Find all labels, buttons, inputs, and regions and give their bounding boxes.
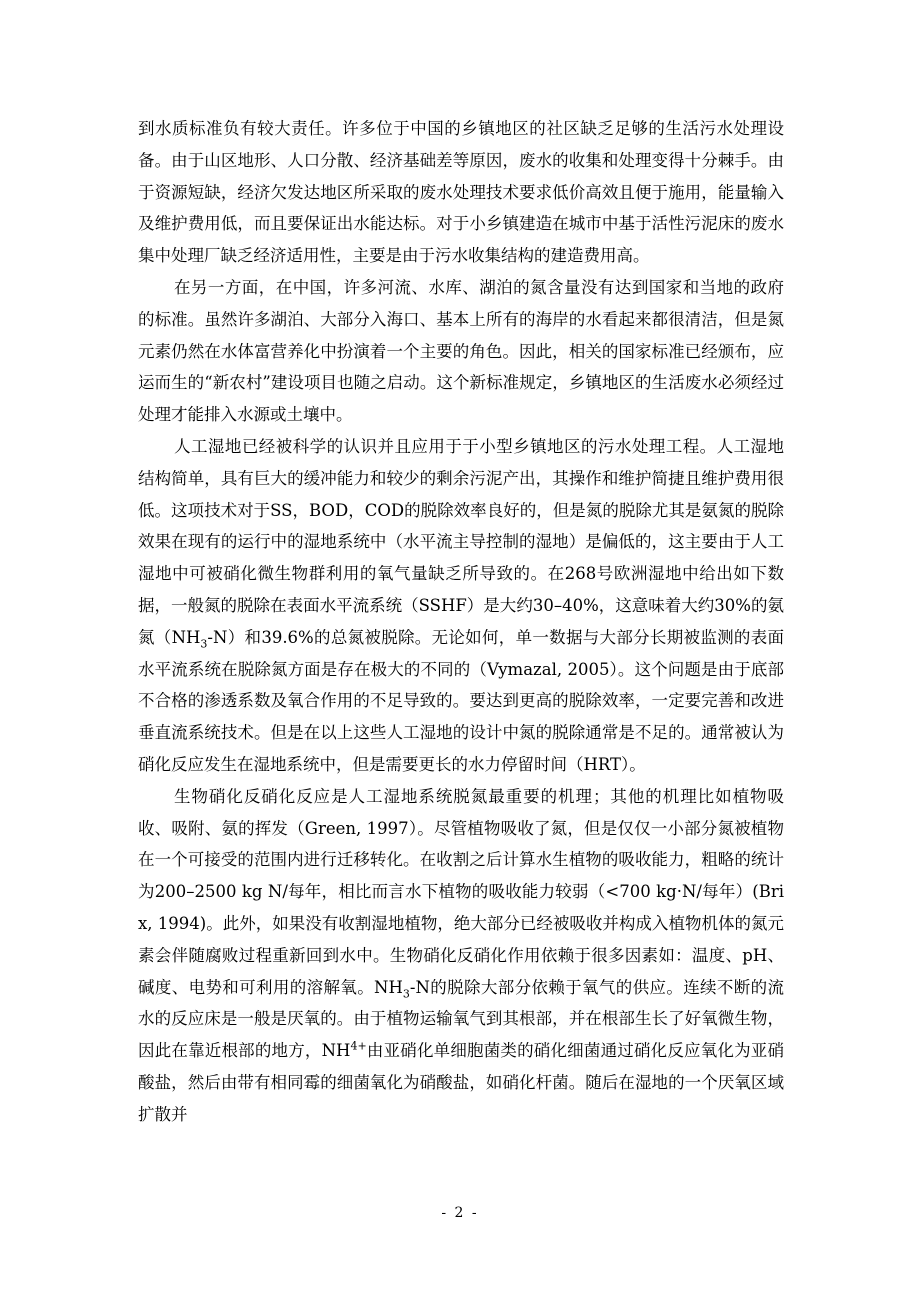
- paragraph-4-text-b: -N的脱除大部分依赖于氧气的供应。连续不断的流水的反应床是一般是厌氧的。由于植物运输氧气到其根部，并在根部生长了好氧微生物，因此在靠近根部的地方，NH: [138, 977, 784, 1061]
- paragraph-3-text-b: -N）和39.6%的总氮被脱除。无论如何，单一数据与大部分长期被监测的表面水平流系统在脱除氮方面是存在极大的不同的（Vymazal, 2005）。这个问题是由于底部不合格的渗透系数及氧合作用的不足导致的。要达到更高的脱除效率，一定要完善和改进垂直流系统技术。但是在以上这些人工湿地的设计中氮的脱除通常是不足的。通常被认为硝化反应发生在湿地系统中，但是需要更长的水力停留时间（HRT）。: [138, 627, 784, 774]
- body-text: [138, 113, 784, 1131]
- paragraph-3-text-a: 人工湿地已经被科学的认识并且应用于于小型乡镇地区的污水处理工程。人工湿地结构简单，具有巨大的缓冲能力和较少的剩余污泥产出，其操作和维护简捷且维护费用很低。这项技术对于SS，BOD，COD的脱除效率良好的，但是氮的脱除尤其是氨氮的脱除效果在现有的运行中的湿地系统中（水平流主导控制的湿地）是偏低的，这主要由于人工湿地中可被硝化微生物群利用的氧气量缺乏所导致的。在268号欧洲湿地中给出如下数据，一般氮的脱除在表面水平流系统（SSHF）是大约30–40%，这意味着大约30%的氨氮（NH: [138, 436, 784, 647]
- subscript-nh3: 3: [402, 986, 410, 1000]
- paragraph-2-text: 在另一方面，在中国，许多河流、水库、湖泊的氮含量没有达到国家和当地的政府的标准。虽然许多湖泊、大部分入海口、基本上所有的海岸的水看起来都很清洁，但是氮元素仍然在水体富营养化中扮演着一个主要的角色。因此，相关的国家标准已经颁布，应运而生的“新农村”建设项目也随之启动。这个新标准规定，乡镇地区的生活废水必须经过处理才能排入水源或土壤中。: [138, 277, 784, 425]
- paragraph-1-text: 到水质标准负有较大责任。许多位于中国的乡镇地区的社区缺乏足够的生活污水处理设备。由于山区地形、人口分散、经济基础差等原因，废水的收集和处理变得十分棘手。由于资源短缺，经济欠发达地区所采取的废水处理技术要求低价高效且便于施用，能量输入及维护费用低，而且要保证出水能达标。对于小乡镇建造在城市中基于活性污泥床的废水集中处理厂缺乏经济适用性，主要是由于污水收集结构的建造费用高。: [138, 119, 784, 266]
- paragraph-4-text-a: 生物硝化反硝化反应是人工湿地系统脱氮最重要的机理；其他的机理比如植物吸收、吸附、氨的挥发（Green, 1997）。尽管植物吸收了氮，但是仅仅一小部分氮被植物在一个可接受的范围内进行迁移转化。在收割之后计算水生植物的吸收能力，粗略的统计为200–2500 kg N/每年，相比而言水下植物的吸收能力较弱（<700 kg·N/每年）(Brix, 1994)。此外，如果没有收割湿地植物，绝大部分已经被吸收并构成入植物机体的氮元素会伴随腐败过程重新回到水中。生物硝化反硝化作用依赖于很多因素如：温度、pH、碱度、电势和可利用的溶解氧。NH: [138, 786, 784, 997]
- paragraph-3: [138, 431, 784, 781]
- paragraph-4-text-c: 由亚硝化单细胞菌类的硝化细菌通过硝化反应氧化为亚硝酸盐，然后由带有相同霉的细菌氧化为硝酸盐，如硝化杆菌。随后在湿地的一个厌氧区域扩散并: [138, 1041, 785, 1124]
- paragraph-1: [138, 113, 784, 272]
- paragraph-2: [138, 272, 784, 431]
- paragraph-4: [138, 781, 784, 1131]
- page-number: - 2 -: [441, 1205, 479, 1221]
- subscript-nh3: 3: [200, 637, 208, 651]
- superscript-nh4: 4+: [350, 1039, 367, 1053]
